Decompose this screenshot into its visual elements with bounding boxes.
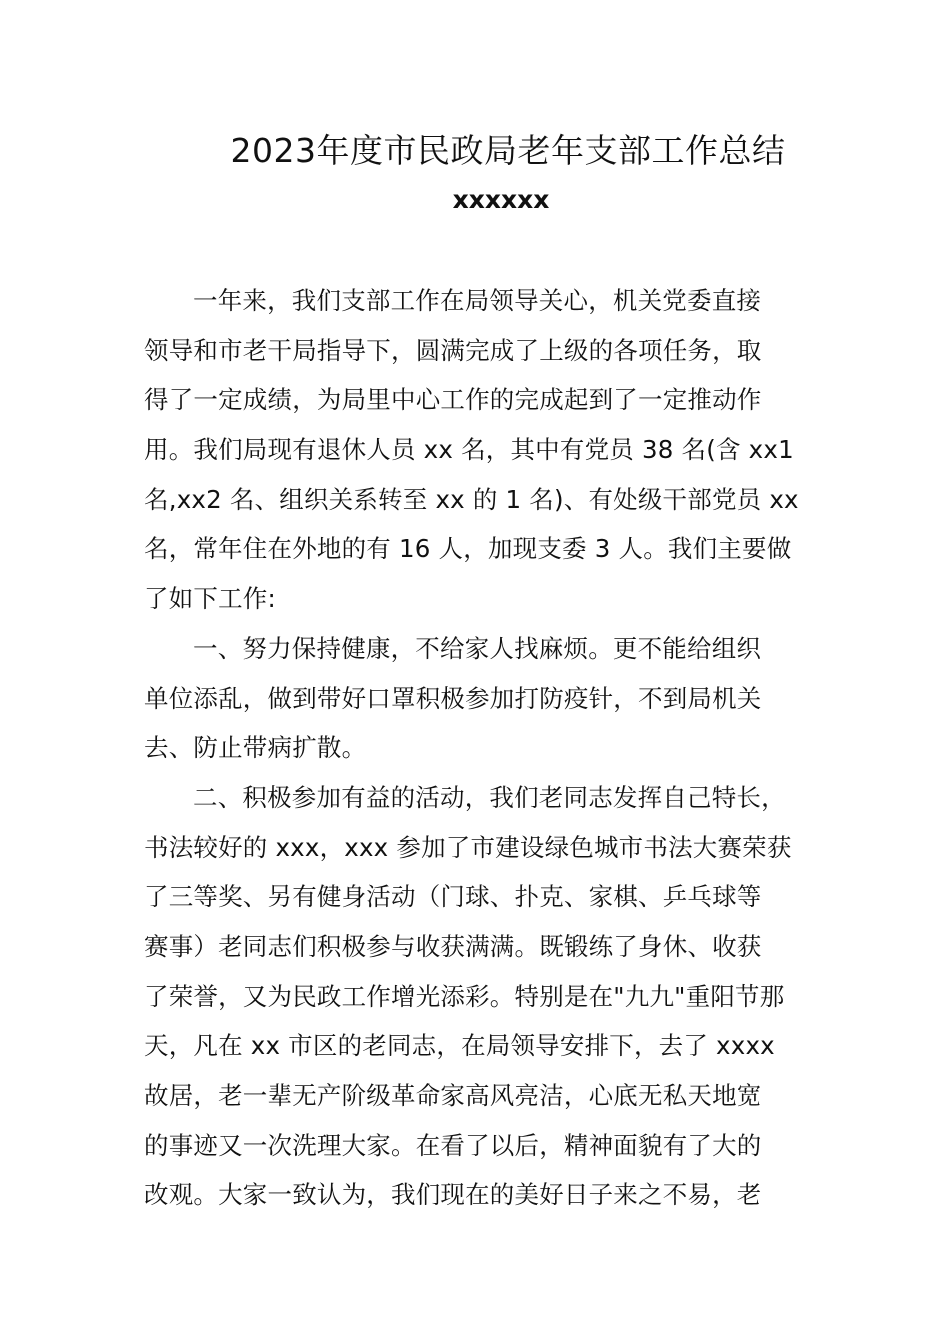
text-line: 故居，老一辈无产阶级革命家高风亮洁，心底无私天地宽 [144,1081,762,1110]
document-title: 2023年度市民政局老年支部工作总结 [230,131,786,170]
text-line: 二、积极参加有益的活动，我们老同志发挥自己特长， [193,782,786,812]
text-line: 得了一定成绩，为局里中心工作的完成起到了一定推动作 [144,385,762,415]
text-line: 一年来，我们支部工作在局领导关心，机关党委直接 [193,286,762,315]
text-line: 名，常年住在外地的有 16 人，加现支委 3 人。我们主要做 [144,534,792,564]
text-line: 领导和市老干局指导下，圆满完成了上级的各项任务，取 [144,335,762,365]
text-line: 用。我们局现有退休人员 xx 名，其中有党员 38 名(含 xx1 [144,435,794,465]
text-line: 改观。大家一致认为，我们现在的美好日子来之不易，老 [144,1180,762,1210]
text-line: 书法较好的 xxx，xxx 参加了市建设绿色城市书法大赛荣获 [144,832,792,862]
text-line: 赛事）老同志们积极参与收获满满。既锻练了身休、收获 [144,931,762,961]
document-body [144,276,814,1220]
text-line: 的事迹又一次洗理大家。在看了以后，精神面貌有了大的 [144,1130,762,1160]
text-line: 了如下工作: [144,584,276,614]
document-author: xxxxxx [452,185,550,214]
text-line: 天，凡在 xx 市区的老同志，在局领导安排下，去了 xxxx [144,1031,775,1061]
text-line: 单位添乱，做到带好口罩积极参加打防疫针，不到局机关 [144,683,762,713]
text-line: 去、防止带病扩散。 [144,733,367,763]
text-line: 名,xx2 名、组织关系转至 xx 的 1 名)、有处级干部党员 xx [144,484,799,514]
text-line: 了三等奖、另有健身活动（门球、扑克、家棋、乒乓球等 [144,882,762,912]
text-line: 一、努力保持健康，不给家人找麻烦。更不能给组织 [193,633,762,663]
text-line: 了荣誉，又为民政工作增光添彩。特别是在"九九"重阳节那 [144,981,785,1011]
